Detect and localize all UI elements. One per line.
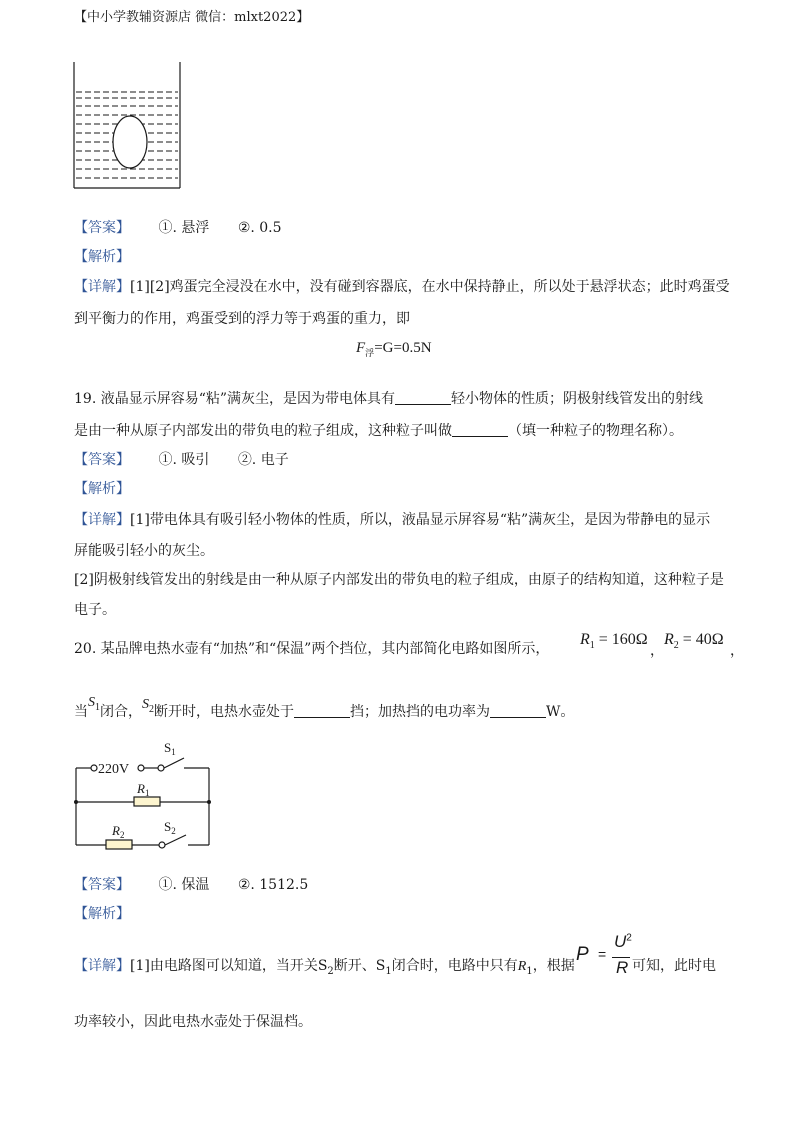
q20-line1: 20. 某品牌电热水壶有“加热”和“保温”两个挡位，其内部简化电路如图所示， <box>74 641 550 657</box>
blank-field <box>490 703 546 718</box>
blank-field <box>294 703 350 718</box>
comma: ， <box>650 643 664 659</box>
q19-answer-2: ②. 电子 <box>237 452 289 468</box>
q19-detail-line3: [2]阴极射线管发出的射线是由一种从原子内部发出的带负电的粒子组成，由原子的结构知道，这种粒子是 <box>74 572 724 588</box>
q20-detail-line2: 功率较小，因此电热水壶处于保温档。 <box>74 1014 312 1030</box>
q19-answer-row <box>74 450 289 470</box>
q18-detail-line1 <box>74 277 730 297</box>
q19-line2: 是由一种从原子内部发出的带负电的粒子组成，这种粒子叫做 （填一种粒子的物理名称）。 <box>74 423 683 439</box>
q19-detail-line1: 【详解】[1]带电体具有吸引轻小物体的性质，所以，液晶显示屏容易“粘”满灰尘，是因为带静电的显示 <box>74 512 711 528</box>
q18-detail-line2: 到平衡力的作用，鸡蛋受到的浮力等于鸡蛋的重力，即 <box>74 311 410 327</box>
beaker-egg-diagram <box>70 60 184 190</box>
r1-value-formula: $R_1 = 160\Omega$ <box>580 631 648 652</box>
q19-detail-line2: 屏能吸引轻小的灰尘。 <box>74 543 214 559</box>
q20-analysis-tag: 【解析】 <box>74 906 130 922</box>
q20-line2: 当$S_1$闭合，$S_2$断开时，电热水壶处于 挡；加热挡的电功率为 W。 <box>74 695 575 720</box>
q20-detail-line1: 【详解】[1]由电路图可以知道，当开关$S_2$断开、$S_1$闭合时，电路中只有$R_1$，根据 <box>74 958 575 977</box>
egg-shape <box>113 116 147 168</box>
q19-answer-1: ①. 吸引 <box>158 452 210 468</box>
switch2-label: $S_2$ <box>164 819 176 836</box>
q20-answer-row <box>74 875 308 895</box>
q20-answer-1: ①. 保温 <box>158 877 210 893</box>
answer-tag: 【答案】 <box>74 877 130 893</box>
q18-answer-2: ②. 0.5 <box>237 220 282 236</box>
detail-tag: 【详解】 <box>74 512 130 528</box>
power-formula: P = $U^2$ R <box>576 932 632 977</box>
detail-tag: 【详解】 <box>74 958 130 974</box>
page-header: 【中小学教辅资源店 微信：mlxt2022】 <box>74 10 310 25</box>
q19-analysis-tag: 【解析】 <box>74 481 130 497</box>
q18-analysis-tag: 【解析】 <box>74 249 130 265</box>
q18-formula: $F_浮=G=0.5N$ <box>356 340 432 358</box>
circuit-diagram <box>66 735 226 855</box>
r2-value-formula: $R_2 = 40\Omega$ <box>664 631 724 652</box>
voltage-label: 220V <box>98 762 130 777</box>
q19-line1: 19. 液晶显示屏容易“粘”满灰尘，是因为带电体具有 轻小物体的性质；阴极射线管发出的射线 <box>74 391 704 407</box>
q20-answer-2: ②. 1512.5 <box>237 877 309 893</box>
q20-detail-tail: 可知，此时电 <box>632 958 716 974</box>
q19-detail-line4: 电子。 <box>74 602 116 618</box>
comma: ， <box>730 643 744 659</box>
detail-tag: 【详解】 <box>74 279 130 295</box>
switch1-label: $S_1$ <box>164 740 176 757</box>
answer-tag: 【答案】 <box>74 220 130 236</box>
q18-answer-1: ①. 悬浮 <box>158 220 210 236</box>
q18-detail-text1: [1][2]鸡蛋完全浸没在水中，没有碰到容器底，在水中保持静止，所以处于悬浮状态；此时鸡蛋受 <box>130 279 730 295</box>
answer-tag: 【答案】 <box>74 452 130 468</box>
resistor2-label: $R_2$ <box>112 823 125 840</box>
blank-field <box>452 422 508 437</box>
blank-field <box>395 390 451 405</box>
resistor1-label: $R_1$ <box>137 781 150 798</box>
q18-answer-row <box>74 218 282 238</box>
